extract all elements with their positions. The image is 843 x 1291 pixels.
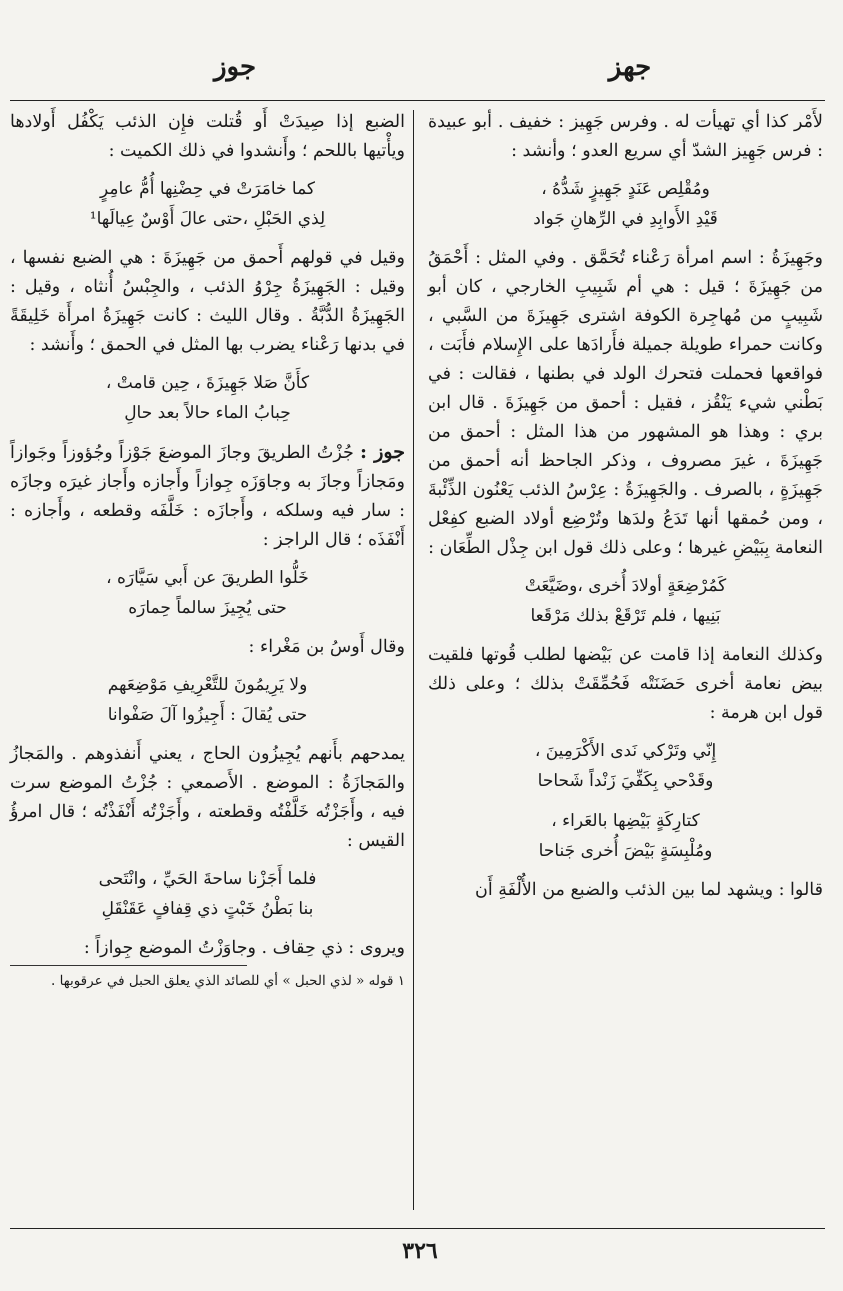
verse-line: حتى يُجِيزَ سالماً حِمارَه: [128, 598, 287, 618]
footnote-rule: [10, 965, 247, 966]
verse: [428, 806, 823, 866]
verse-line: حتى يُقالَ : أَجِيزُوا آلَ صَفْوانا: [107, 705, 308, 725]
paragraph: قالوا : ويشهد لما بين الذئب والضبع من الأُلْفَةِ أَن: [474, 880, 823, 900]
verse-line: كأَنَّ صَلا جَهِيزَةَ ، حِين قامتْ ،: [105, 373, 310, 393]
verse-line: فلما أَجَزْنا ساحةَ الحَيِّ ، وانْتَحى: [98, 869, 317, 889]
verse-line: كما خامَرَتْ في حِضْنِها أُمُّ عامِرٍ: [99, 179, 316, 199]
top-rule: [10, 100, 825, 101]
paragraph: يمدحهم بأَنهم يُجِيزُون الحاج ، يعني أَنفذوهم . والمَجازُ والمَجازَةُ : الموضع . الأَصمعي : جُزْتُ الموضع سرت فيه ، وأَجَزْتُه خَلَّفْتُه وقطعته ، وأَجَزْتُه أَنْفَذْتُه ؛ قال امرؤُ القيس :: [10, 744, 405, 851]
left-column: [10, 108, 405, 992]
verse-line: خَلُّوا الطريقَ عن أَبي سَيَّارَه ،: [106, 568, 309, 588]
entry-headword: جوز :: [360, 441, 405, 463]
paragraph: وقال أَوسُ بن مَغْراء :: [248, 637, 405, 657]
paragraph: وجَهِيزَةُ : اسم امرأة رَعْناء تُحَمَّق . وفي المثل : أَحْمَقُ من جَهِيزَةَ ؛ قيل : هي أم شَبِيبِ الخارجي ، كان أبو شَبِيبٍ من مُهاجِرة الكوفة اشترى جَهِيزَةَ من السَّبي ، وكانت حمراء طويلة جميلة فأَرادَها على الإِسلام فأَبَت ، فواقعها فحملت فتحرك الولد في بطنها ، فقالت : في بَطْني شيء يَنْقُز ، فقيل : أحمق من جَهِيزَةَ . قال ابن بري : وهذا هو المشهور من هذا المثل : أحمق من جَهِيزَةَ ، غيرَ مصروف ، وذكر الجاحظ أنه أحمق من جَهِيزَةٍ ، بالصرف . والجَهِيزَةُ : عِرْسُ الذئب يَعْنُون الذِّئْبةَ ، ومن حُمقها أنها تَدَعُ ولدَها وتُرْضِع أولاد الضبع كفِعْل النعامة بِبَيْضِ غيرها ؛ وعلى ذلك قول ابن جِذْل الطِّعَان :: [428, 248, 823, 558]
verse-line: بنا بَطْنُ خَبْتٍ ذي قِفافٍ عَقَنْقَلِ: [101, 899, 314, 919]
verse-line: لِذي الحَبْلِ ،حتى عالَ أَوْسٌ عِيالَها¹: [89, 209, 326, 229]
verse: [10, 670, 405, 730]
running-head-left: جوز: [213, 52, 257, 82]
verse-line: ومُلْبِسَةٍ بَيْضَ أُخرى جَناحا: [538, 841, 713, 861]
entry-paragraph: [10, 438, 405, 555]
verse: [10, 174, 405, 234]
paragraph: وقيل في قولهم أَحمق من جَهِيزَةَ : هي الضبع نفسها ، وقيل : الجَهِيزَةُ جِرْوُ الذئب ، والجِبْسُ أُنثاه ، وقيل : الجَهِيزَةُ الدُّبَّةُ . وقال الليث : كانت جَهِيزَةُ امرأَة خَلِيقَةً في بدنها رَعْناء يضرب بها المثل في الحمق ؛ وأَنشد :: [10, 248, 405, 355]
paragraph: وكذلك النعامة إذا قامت عن بَيْضها لطلب قُوتها فلقيت بيض نعامة أخرى حَضَنَتْه فَحُمِّقَتْ بذلك ؛ وعلى ذلك قول ابن هرمة :: [428, 645, 823, 723]
running-head-right: جهز: [608, 52, 652, 82]
footnote: ١ قوله « لذي الحبل » أي للصائد الذي يعلق الحبل في عرقوبها .: [51, 973, 405, 989]
verse-line: وقَدْحي بِكَفِّيَ زَنْداً شَحاحا: [537, 771, 714, 791]
entry-text: جُزْتُ الطريقَ وجازَ الموضعَ جَوْزاً وجُؤوزاً وجَوازاً ومَجازاً وجازَ به وجاوَزَه جِوازاً وأَجازه وأَجاز غيرَه وجازَه : سار فيه وسلكه ، وأَجازَه : خَلَّفَه وقطعه ، وأَجازه : أَنْفَذَه ؛ قال الراجز :: [10, 443, 405, 550]
verse: [10, 864, 405, 924]
verse-line: بَنِيها ، فلم تَرْقَعْ بذلك مَرْقَعا: [530, 606, 721, 626]
verse-line: ومُقْلِص عَنَدٍ جَهِيزٍ شَدُّهُ ،: [541, 179, 710, 199]
verse-line: كَمُرْضِعَةٍ أولادَ أُخرى ،وضَيَّعَتْ: [524, 576, 727, 596]
verse: [10, 563, 405, 623]
verse-line: ولا يَرِيمُونَ للتَّعْرِيفِ مَوْضِعَهم: [107, 675, 308, 695]
verse: [428, 736, 823, 796]
verse: [428, 571, 823, 631]
paragraph: لأَمْر كذا أي تهيأت له . وفرس جَهِيز : خفيف . أبو عبيدة : فرس جَهِيز الشدّ أي سريع العدو ؛ وأنشد :: [428, 112, 823, 161]
bottom-rule: [10, 1228, 825, 1229]
right-column: [428, 108, 823, 905]
verse: [428, 174, 823, 234]
verse-line: قَيْدِ الأَوابِدِ في الرِّهانِ جَواد: [533, 209, 718, 229]
verse-line: حِبابُ الماء حالاً بعد حالِ: [124, 403, 291, 423]
column-divider: [413, 110, 414, 1210]
paragraph: ويروى : ذي حِقاف . وجاوَزْتُ الموضع جِوازاً :: [83, 938, 405, 958]
verse: [10, 368, 405, 428]
verse-line: إِنّي وتَرْكي نَدى الأَكْرَمِينَ ،: [534, 741, 717, 761]
paragraph: الضبع إذا صِيدَتْ أَو قُتلت فإِن الذئب يَكْفُل أَولادها ويأْتيها باللحم ؛ وأَنشدوا في ذلك الكميت :: [10, 112, 405, 161]
page-number: ٣٢٦: [402, 1238, 438, 1264]
verse-line: كتارِكَةٍ بَيْضِها بالعَراء ،: [551, 811, 700, 831]
